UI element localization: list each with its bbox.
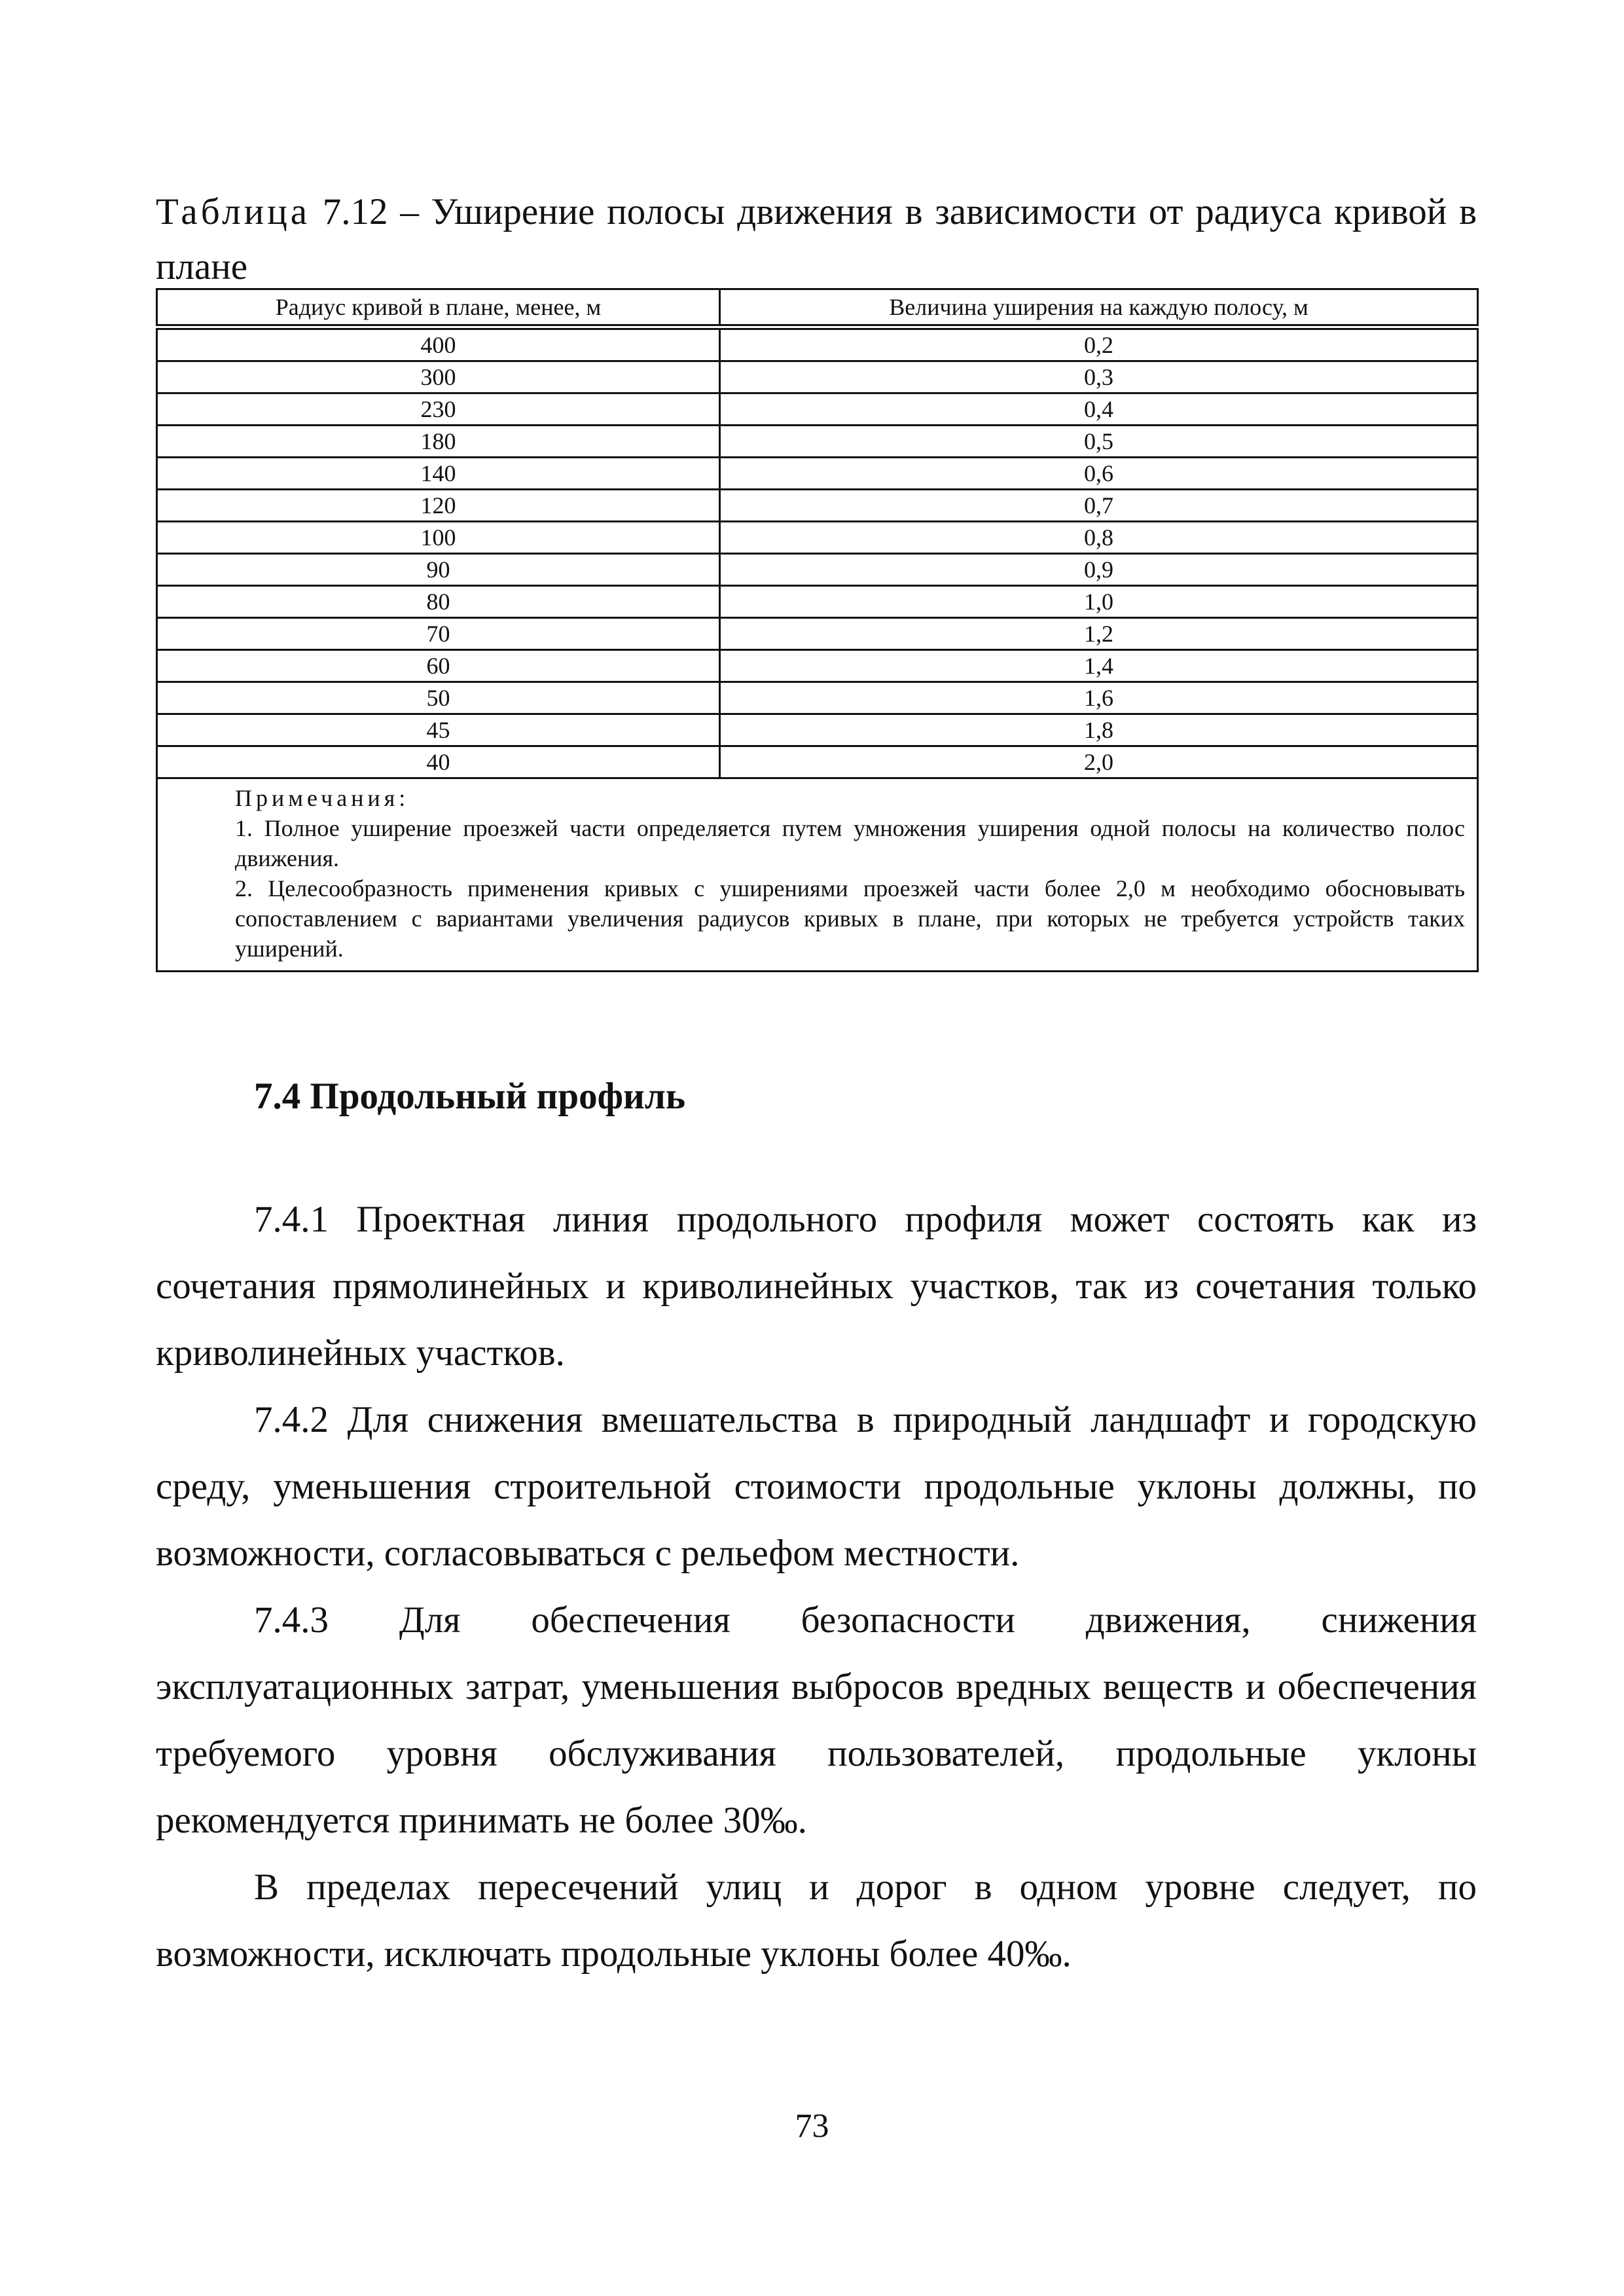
cell-widening: 0,3 — [720, 361, 1478, 393]
table-row — [157, 426, 1478, 458]
widening-table — [156, 288, 1479, 972]
table-row — [157, 393, 1478, 426]
cell-widening: 0,2 — [720, 327, 1478, 361]
cell-radius: 40 — [157, 746, 720, 778]
table-row — [157, 586, 1478, 618]
cell-radius: 100 — [157, 522, 720, 554]
cell-widening: 1,0 — [720, 586, 1478, 618]
table-row — [157, 490, 1478, 522]
table-row — [157, 682, 1478, 714]
header-widening: Величина уширения на каждую полосу, м — [720, 289, 1478, 327]
table-notes-row — [157, 778, 1478, 972]
header-radius: Радиус кривой в плане, менее, м — [157, 289, 720, 327]
section-body — [156, 1186, 1477, 1988]
widening-table-wrapper — [156, 288, 1477, 972]
table-header-row — [157, 289, 1478, 327]
cell-widening: 0,8 — [720, 522, 1478, 554]
notes-title: Примечания: — [235, 785, 410, 811]
section-heading: 7.4 Продольный профиль — [254, 1076, 685, 1117]
cell-widening: 1,8 — [720, 714, 1478, 746]
cell-widening: 0,4 — [720, 393, 1478, 426]
cell-radius: 120 — [157, 490, 720, 522]
table-row — [157, 746, 1478, 778]
cell-widening: 1,2 — [720, 618, 1478, 650]
cell-radius: 50 — [157, 682, 720, 714]
table-row — [157, 522, 1478, 554]
caption-text: 7.12 – Уширение полосы движения в зависимости от радиуса кривой в плане — [156, 191, 1477, 287]
cell-radius: 70 — [157, 618, 720, 650]
cell-radius: 90 — [157, 554, 720, 586]
cell-radius: 140 — [157, 458, 720, 490]
cell-widening: 1,4 — [720, 650, 1478, 682]
cell-widening: 0,7 — [720, 490, 1478, 522]
table-caption — [156, 185, 1477, 295]
cell-radius: 60 — [157, 650, 720, 682]
cell-radius: 300 — [157, 361, 720, 393]
note-item: 2. Целесообразность применения кривых с уширениями проезжей части более 2,0 м необходимо обосновывать сопоставлением с вариантами увеличения радиусов кривых в плане, при которых не требуется устройств таких уширений. — [235, 875, 1465, 962]
cell-widening: 2,0 — [720, 746, 1478, 778]
table-row — [157, 650, 1478, 682]
cell-widening: 0,5 — [720, 426, 1478, 458]
cell-widening: 1,6 — [720, 682, 1478, 714]
cell-widening: 0,9 — [720, 554, 1478, 586]
table-row — [157, 327, 1478, 361]
table-row — [157, 458, 1478, 490]
table-row — [157, 554, 1478, 586]
table-row — [157, 618, 1478, 650]
table-row — [157, 714, 1478, 746]
note-item: 1. Полное уширение проезжей части определяется путем умножения уширения одной полосы на количество полос движения. — [235, 815, 1465, 871]
cell-radius: 230 — [157, 393, 720, 426]
paragraph: В пределах пересечений улиц и дорог в одном уровне следует, по возможности, исключать продольные уклоны более 40‰. — [156, 1867, 1477, 1975]
table-notes — [157, 778, 1478, 972]
table-row — [157, 361, 1478, 393]
caption-label: Таблица — [156, 191, 311, 232]
cell-radius: 80 — [157, 586, 720, 618]
cell-radius: 180 — [157, 426, 720, 458]
paragraph: 7.4.2 Для снижения вмешательства в природный ландшафт и городскую среду, уменьшения строительной стоимости продольные уклоны должны, по возможности, согласовываться с рельефом местности. — [156, 1399, 1477, 1574]
paragraph: 7.4.1 Проектная линия продольного профиля может состоять как из сочетания прямолинейных и криволинейных участков, так из сочетания только криволинейных участков. — [156, 1199, 1477, 1374]
page-number: 73 — [795, 2107, 829, 2145]
cell-radius: 400 — [157, 327, 720, 361]
cell-widening: 0,6 — [720, 458, 1478, 490]
paragraph: 7.4.3 Для обеспечения безопасности движения, снижения эксплуатационных затрат, уменьшения выбросов вредных веществ и обеспечения требуемого уровня обслуживания пользователей, продольные уклоны рекомендуется принимать не более 30‰. — [156, 1599, 1477, 1841]
cell-radius: 45 — [157, 714, 720, 746]
